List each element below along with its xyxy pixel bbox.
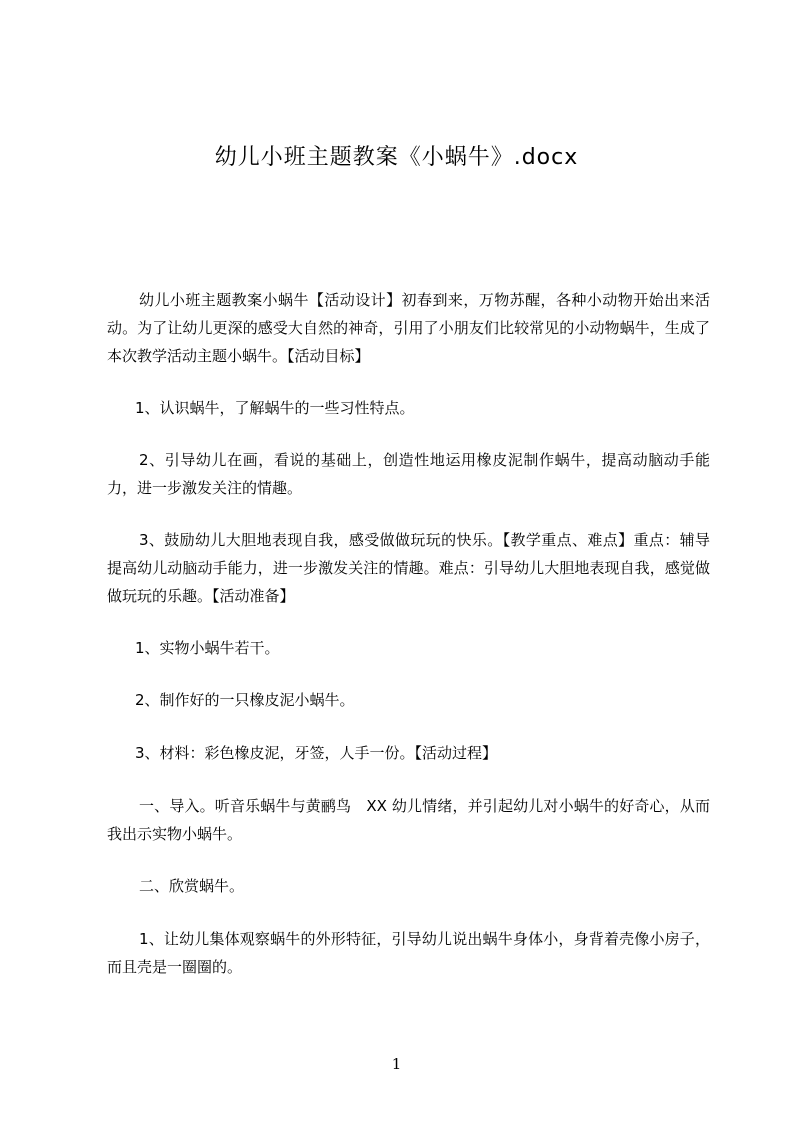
paragraph-prep-2: 2、制作好的一只橡皮泥小蜗牛。: [135, 691, 355, 709]
page-number: 1: [391, 1055, 402, 1073]
paragraph-activity-design: 幼儿小班主题教案小蜗牛【活动设计】初春到来，万物苏醒，各种小动物开始出来活动。为了让幼儿更深的感受大自然的神奇，引用了小朋友们比较常见的小动物蜗牛，生成了本次教学活动主题小蜗牛。【活动目标】: [107, 291, 710, 365]
paragraph-goal-2: 2、引导幼儿在画，看说的基础上，创造性地运用橡皮泥制作蜗牛，提高动脑动手能力，进一步激发关注的情趣。: [107, 451, 710, 497]
paragraph-prep-1: 1、实物小蜗牛若干。: [135, 639, 280, 657]
paragraph-process-appreciate: 二、欣赏蜗牛。: [139, 877, 245, 895]
paragraph-goal-1: 1、认识蜗牛，了解蜗牛的一些习性特点。: [135, 399, 415, 417]
paragraph-prep-3: 3、材料：彩色橡皮泥，牙签，人手一份。【活动过程】: [135, 744, 498, 762]
paragraph-process-observe: 1、让幼儿集体观察蜗牛的外形特征，引导幼儿说出蜗牛身体小，身背着壳像小房子，而且壳是一圈圈的。: [107, 930, 710, 976]
document-title: 幼儿小班主题教案《小蜗牛》.docx: [214, 145, 579, 170]
paragraph-process-intro: 一、导入。听音乐蜗牛与黄鹂鸟 XX 幼儿情绪，并引起幼儿对小蜗牛的好奇心，从而我出示实物小蜗牛。: [107, 797, 710, 843]
paragraph-goal-3: 3、鼓励幼儿大胆地表现自我，感受做做玩玩的快乐。【教学重点、难点】重点：辅导提高幼儿动脑动手能力，进一步激发关注的情趣。难点：引导幼儿大胆地表现自我，感觉做做玩玩的乐趣。【活动准备】: [107, 531, 710, 605]
